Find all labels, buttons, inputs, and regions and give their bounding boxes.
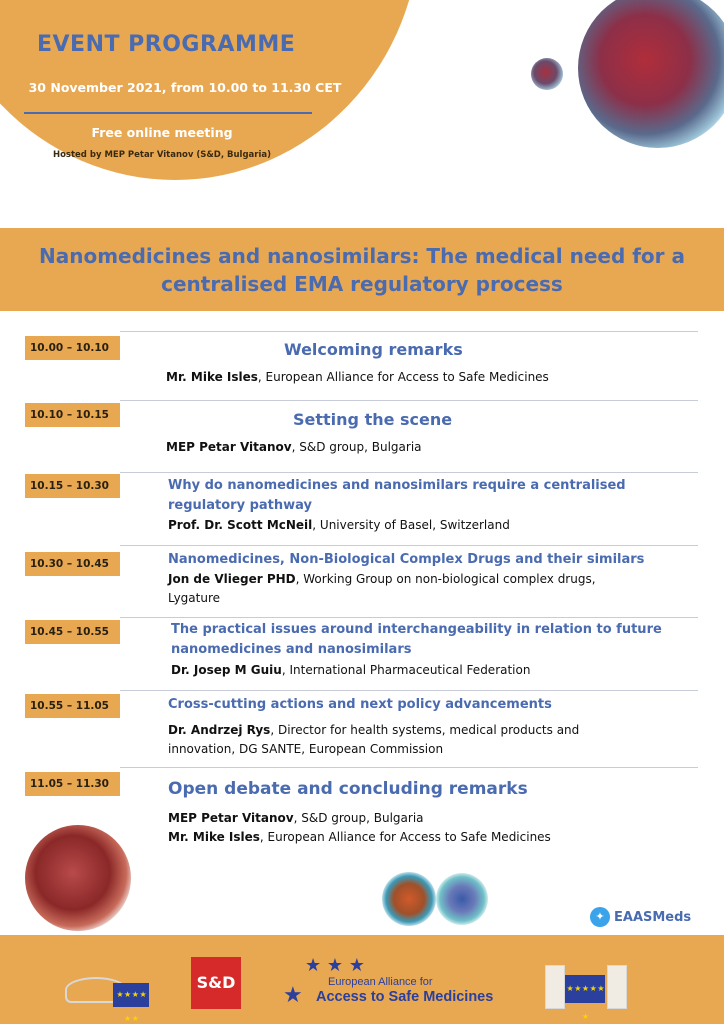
meeting-type: Free online meeting [91,125,233,140]
row-divider [120,690,698,691]
sd-logo: S&D [191,957,241,1009]
session-title: Nanomedicines, Non-Biological Complex Drugs and their similars [168,552,645,567]
session-time: 10.00 – 10.10 [25,336,120,360]
speaker-affiliation: , International Pharmaceutical Federation [281,663,531,677]
event-title-band [0,228,724,311]
host-line: Hosted by MEP Petar Vitanov (S&D, Bulgaria) [52,150,272,160]
eaasm-line2: Access to Safe Medicines [316,989,494,1005]
session-time: 11.05 – 11.30 [25,772,120,796]
european-commission-logo [545,965,625,1021]
session-time: 10.45 – 10.55 [25,620,120,644]
speaker-affiliation: , European Alliance for Access to Safe Medicines [257,370,549,384]
session-speaker [166,368,549,387]
event-title-line1: Nanomedicines and nanosimilars: The medical need for a [39,244,685,268]
session-title [168,476,626,516]
row-divider [120,331,698,332]
eu-flag-icon: ★ ★ ★ ★ ★ ★ [565,975,605,1003]
session-time: 10.15 – 10.30 [25,474,120,498]
session-title-line1: Why do nanomedicines and nanosimilars require a centralised [168,478,626,493]
programme-header [0,0,420,175]
commission-building-icon [545,965,565,1009]
row-divider [120,545,698,546]
speaker-name: Mr. Mike Isles [166,370,258,384]
session-speaker [168,828,551,847]
session-title-line2: nanomedicines and nanosimilars [171,642,412,657]
speaker-affiliation: , S&D group, Bulgaria [291,440,422,454]
speaker-affiliation: , University of Basel, Switzerland [312,518,510,532]
header-divider [24,112,312,114]
eaasm-logo [283,955,533,1011]
page-title: EVENT PROGRAMME [37,32,296,57]
session-speaker [171,661,530,680]
session-time: 10.30 – 10.45 [25,552,120,576]
session-time: 10.10 – 10.15 [25,403,120,427]
session-speaker [168,516,510,535]
row-divider [120,400,698,401]
speaker-name: Dr. Andrzej Rys [168,723,271,737]
speaker-affiliation: , Working Group on non-biological complex drugs, [295,572,596,586]
session-time: 10.55 – 11.05 [25,694,120,718]
commission-building-icon [607,965,627,1009]
eaasm-line1: European Alliance for [328,976,433,988]
twitter-link[interactable] [590,907,691,927]
session-speaker [168,809,424,828]
twitter-handle: EAASMeds [614,909,692,925]
session-title [171,620,662,660]
session-title: Welcoming remarks [284,340,463,359]
speaker-affiliation: , European Alliance for Access to Safe Medicines [259,830,551,844]
speaker-name: MEP Petar Vitanov [166,440,292,454]
event-date: 30 November 2021, from 10.00 to 11.30 CET [28,80,342,95]
session-title: Setting the scene [293,410,453,429]
speaker-name: Prof. Dr. Scott McNeil [168,518,313,532]
twitter-icon: ✦ [590,907,610,927]
footer-logos [0,935,724,1024]
speaker-affiliation: , Director for health systems, medical products and [270,723,580,737]
european-parliament-logo [65,963,155,1023]
star-icon: ★ [283,983,303,1008]
row-divider [120,472,698,473]
session-title-line2: regulatory pathway [168,498,312,513]
micelle-image [436,873,488,925]
session-title: Open debate and concluding remarks [168,779,528,799]
session-speaker [168,570,596,608]
nanoparticle-small-image [531,58,563,90]
event-title [0,242,724,298]
nanoparticle-red-image [25,825,131,931]
session-speaker [166,438,422,457]
speaker-affiliation: , S&D group, Bulgaria [293,811,424,825]
speaker-name: Jon de Vlieger PHD [168,572,296,586]
star-icon: ★ ★ ★ [305,955,365,976]
speaker-affiliation-cont: innovation, DG SANTE, European Commission [168,742,444,756]
row-divider [120,767,698,768]
event-title-line2: centralised EMA regulatory process [161,272,563,296]
nanoparticle-large-image [578,0,724,148]
speaker-name: MEP Petar Vitanov [168,811,294,825]
liposome-image [382,872,436,926]
row-divider [120,617,698,618]
session-title-line1: The practical issues around interchangeability in relation to future [171,622,662,637]
session-speaker [168,721,579,759]
speaker-affiliation-cont: Lygature [168,591,221,605]
eu-flag-icon: ★ ★ ★ ★ ★ ★ [113,983,149,1007]
speaker-name: Mr. Mike Isles [168,830,260,844]
session-title: Cross-cutting actions and next policy advancements [168,697,552,712]
speaker-name: Dr. Josep M Guiu [171,663,282,677]
